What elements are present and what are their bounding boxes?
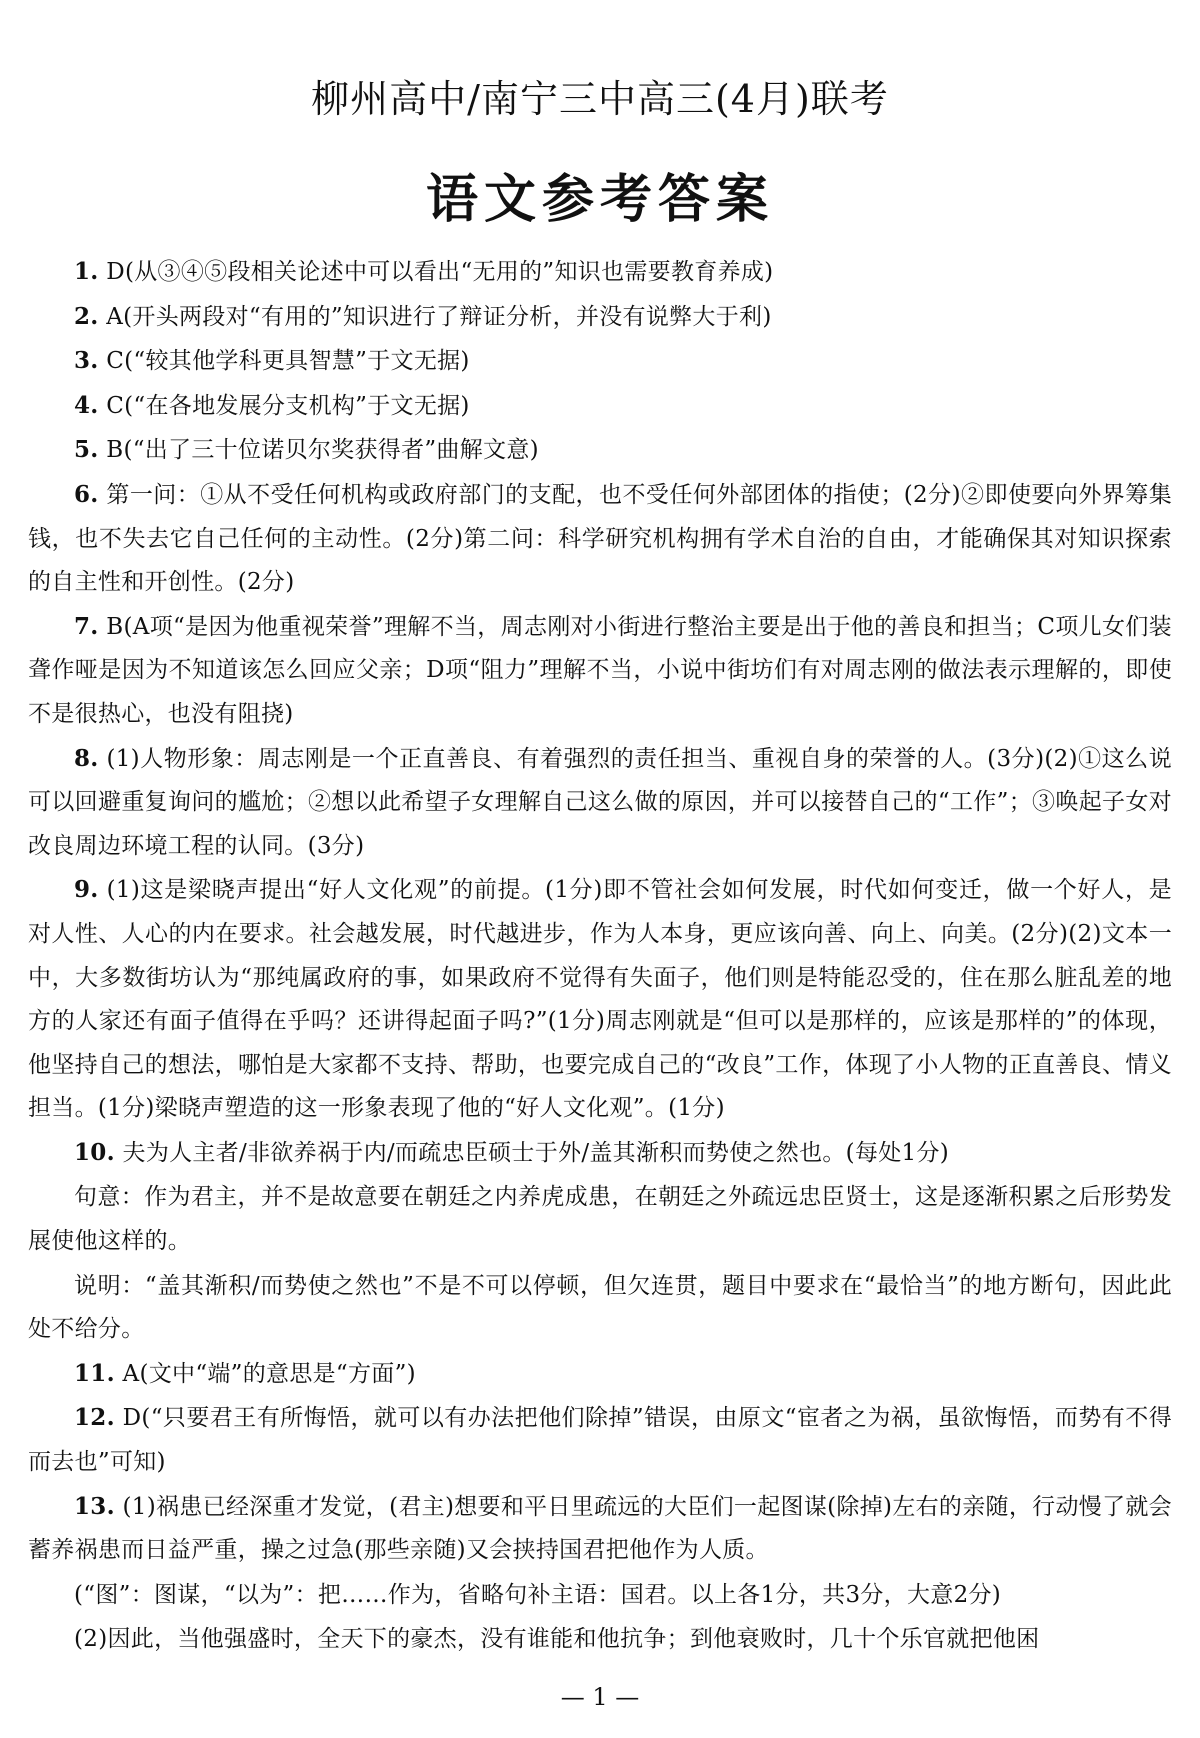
answer-text: 第一问：①从不受任何机构或政府部门的支配，也不受任何外部团体的指使；(2分)②即使要向外界筹集钱，也不失去它自己任何的主动性。(2分)第二问：科学研究机构拥有学术自治的自由，才能确保其对知识探索的自主性和开创性。(2分): [28, 481, 1172, 596]
answer-text: (1)人物形象：周志刚是一个正直善良、有着强烈的责任担当、重视自身的荣誉的人。(3分)(2)①这么说可以回避重复询问的尴尬；②想以此希望子女理解自己这么做的原因，并可以接替自己的“工作”；③唤起子女对改良周边环境工程的认同。(3分): [28, 745, 1172, 859]
answer-item: [28, 295, 1172, 340]
question-number: 9.: [74, 876, 99, 904]
question-number: 7.: [74, 612, 99, 640]
answer-item: [28, 868, 1172, 1131]
answer-item: [28, 1485, 1172, 1573]
answer-text: A(文中“端”的意思是“方面”): [114, 1360, 416, 1387]
answer-text: A(开头两段对“有用的”知识进行了辩证分析，并没有说弊大于利): [98, 303, 772, 330]
answer-item: [28, 250, 1172, 295]
answer-item: [28, 428, 1172, 473]
question-number: 4.: [74, 391, 99, 419]
answer-text: D(从③④⑤段相关论述中可以看出“无用的”知识也需要教育养成): [98, 259, 774, 285]
question-number: 2.: [74, 302, 99, 330]
answer-text: C(“在各地发展分支机构”于文无据): [98, 392, 470, 419]
question-number: 12.: [74, 1404, 115, 1432]
question-number: 1.: [74, 258, 99, 285]
question-number: 5.: [74, 436, 99, 464]
answer-text: D(“只要君王有所悔悟，就可以有办法把他们除掉”错误，由原文“宦者之为祸，虽欲悔悟，而势有不得而去也”可知): [28, 1405, 1172, 1476]
answer-item: [28, 473, 1172, 605]
answer-text: B(A项“是因为他重视荣誉”理解不当，周志刚对小街进行整治主要是出于他的善良和担当；C项儿女们装聋作哑是因为不知道该怎么回应父亲；D项“阻力”理解不当，小说中街坊们有对周志刚的做法表示理解的，即使不是很热心，也没有阻挠): [28, 613, 1172, 727]
answer-text: 说明：“盖其渐积/而势使之然也”不是不可以停顿，但欠连贯，题目中要求在“最恰当”的地方断句，因此此处不给分。: [28, 1272, 1172, 1343]
answer-item: [28, 1352, 1172, 1397]
answer-note: [28, 1617, 1172, 1662]
answer-list: [28, 250, 1172, 1662]
answer-text: 夫为人主者/非欲养祸于内/而疏忠臣硕士于外/盖其渐积而势使之然也。(每处1分): [114, 1139, 950, 1166]
page-number: — 1 —: [560, 1683, 640, 1711]
question-number: 13.: [74, 1492, 115, 1520]
exam-title: 柳州高中/南宁三中高三(4月)联考: [311, 77, 889, 121]
document-title: 语文参考答案: [425, 169, 774, 230]
answer-text: (1)祸患已经深重才发觉，(君主)想要和平日里疏远的大臣们一起图谋(除掉)左右的亲随，行动慢了就会蓄养祸患而日益严重，操之过急(那些亲随)又会挟持国君把他作为人质。: [28, 1493, 1172, 1564]
answer-item: [28, 1131, 1172, 1176]
answer-text: B(“出了三十位诺贝尔奖获得者”曲解文意): [98, 437, 539, 464]
question-number: 10.: [74, 1138, 115, 1166]
question-number: 3.: [74, 347, 99, 375]
answer-item: [28, 605, 1172, 737]
question-number: 8.: [74, 744, 99, 772]
answer-item: [28, 737, 1172, 869]
question-number: 6.: [74, 480, 99, 508]
answer-text: (2)因此，当他强盛时，全天下的豪杰，没有谁能和他抗争；到他衰败时，几十个乐官就把他困: [74, 1626, 1040, 1653]
answer-note: [28, 1175, 1172, 1263]
answer-note: [28, 1264, 1172, 1352]
answer-item: [28, 339, 1172, 384]
answer-text: (“图”：图谋，“以为”：把……作为，省略句补主语：国君。以上各1分，共3分，大意2分): [74, 1581, 1002, 1608]
answer-item: [28, 384, 1172, 429]
answer-text: C(“较其他学科更具智慧”于文无据): [98, 348, 470, 375]
answer-text: (1)这是梁晓声提出“好人文化观”的前提。(1分)即不管社会如何发展，时代如何变迁，做一个好人，是对人性、人心的内在要求。社会越发展，时代越进步，作为人本身，更应该向善、向上、向美。(2分)(2)文本一中，大多数街坊认为“那纯属政府的事，如果政府不觉得有失面子，他们则是特能忍受的，住在那么脏乱差的地方的人家还有面子值得在乎吗？还讲得起面子吗?”(1分)周志刚就是“但可以是那样的，应该是那样的”的体现，他坚持自己的想法，哪怕是大家都不支持、帮助，也要完成自己的“改良”工作，体现了小人物的正直善良、情义担当。(1分)梁晓声塑造的这一形象表现了他的“好人文化观”。(1分): [28, 877, 1172, 1122]
answer-text: 句意：作为君主，并不是故意要在朝廷之内养虎成患，在朝廷之外疏远忠臣贤士，这是逐渐积累之后形势发展使他这样的。: [28, 1184, 1172, 1255]
answer-note: [28, 1573, 1172, 1618]
answer-item: [28, 1396, 1172, 1484]
question-number: 11.: [74, 1359, 115, 1387]
